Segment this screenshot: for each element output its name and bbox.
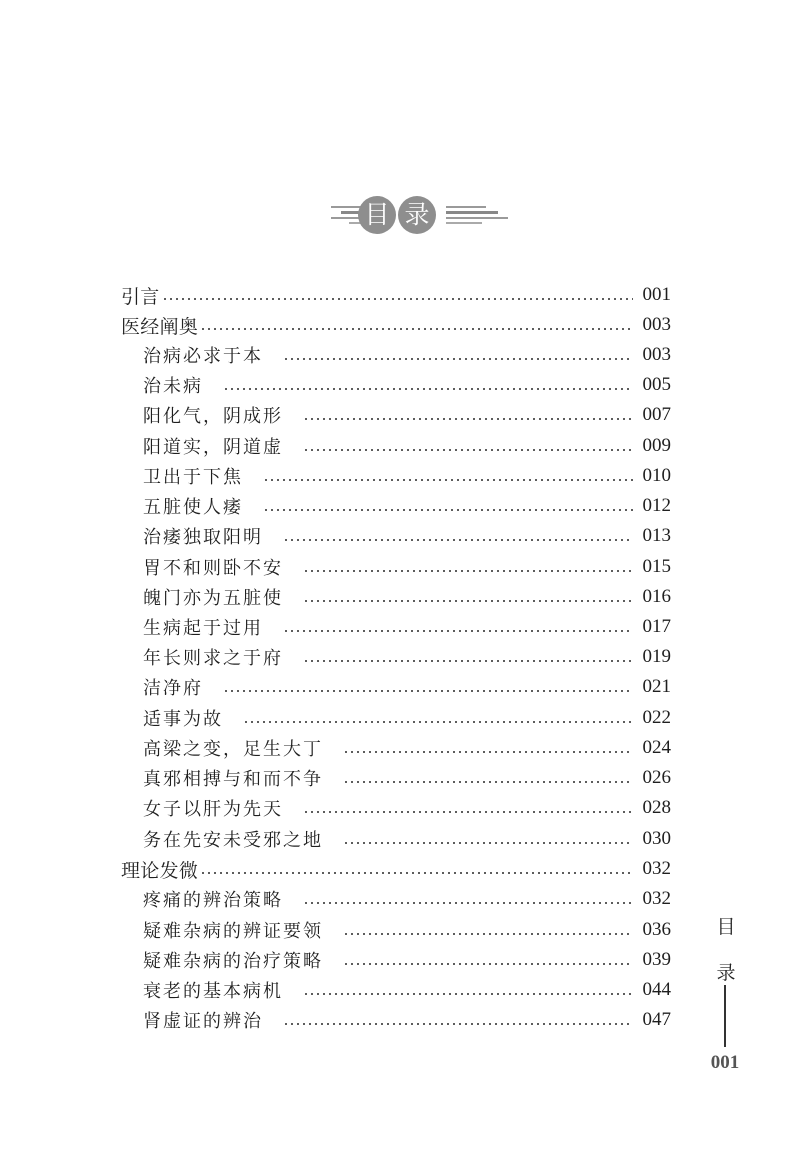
toc-entry-label: 女子以肝为先天 <box>143 799 283 820</box>
toc-entry-page: 001 <box>642 284 671 305</box>
toc-entry-label: 阳化气，阴成形 <box>143 406 283 427</box>
toc-entry-label: 真邪相搏与和而不争 <box>143 769 323 790</box>
toc-entry[interactable] <box>143 342 671 368</box>
toc-entry-page: 009 <box>642 435 671 456</box>
toc-entry-label: 治病必求于本 <box>143 346 263 367</box>
leader-dots <box>283 1023 633 1025</box>
toc-entry-page: 036 <box>642 919 671 940</box>
toc-entry-label: 疼痛的辨治策略 <box>143 890 283 911</box>
toc-entry-page: 044 <box>642 979 671 1000</box>
toc-entry[interactable] <box>121 856 671 882</box>
leader-dots <box>283 358 633 360</box>
toc-entry[interactable] <box>143 644 671 670</box>
leader-dots <box>303 811 633 813</box>
toc-entry-page: 024 <box>642 737 671 758</box>
leader-dots <box>283 630 633 632</box>
leader-dots <box>223 388 633 390</box>
heading-char-circle: 录 <box>398 196 436 234</box>
toc-entry-page: 017 <box>642 616 671 637</box>
toc-entry[interactable] <box>143 674 671 700</box>
toc-entry-label: 生病起于过用 <box>143 618 263 639</box>
leader-dots <box>303 993 633 995</box>
leader-dots <box>283 539 633 541</box>
page-number: 001 <box>710 1052 740 1073</box>
toc-entry[interactable] <box>143 886 671 912</box>
toc-entry-label: 医经阐奥 <box>121 315 199 338</box>
toc-entry[interactable] <box>121 312 671 338</box>
toc-entry-page: 047 <box>642 1009 671 1030</box>
toc-entry-label: 卫出于下焦 <box>143 467 243 488</box>
toc-entry-page: 032 <box>642 888 671 909</box>
leader-dots <box>343 963 633 965</box>
toc-entry[interactable] <box>143 584 671 610</box>
toc-entry-label: 疑难杂病的治疗策略 <box>143 951 323 972</box>
toc-entry-label: 引言 <box>121 285 160 308</box>
toc-entry[interactable] <box>143 917 671 943</box>
toc-entry[interactable] <box>143 705 671 731</box>
toc-entry-page: 030 <box>642 828 671 849</box>
toc-entry-label: 阳道实，阴道虚 <box>143 437 283 458</box>
toc-entry-label: 疑难杂病的辨证要领 <box>143 921 323 942</box>
toc-entry-label: 年长则求之于府 <box>143 648 283 669</box>
leader-dots <box>200 872 633 874</box>
toc-entry-label: 魄门亦为五脏使 <box>143 588 283 609</box>
leader-dots <box>343 781 633 783</box>
toc-entry-page: 028 <box>642 797 671 818</box>
toc-entry[interactable] <box>143 947 671 973</box>
toc-entry-page: 005 <box>642 374 671 395</box>
leader-dots <box>303 600 633 602</box>
toc-entry-page: 022 <box>642 707 671 728</box>
toc-entry-label: 高梁之变，足生大丁 <box>143 739 323 760</box>
leader-dots <box>343 842 633 844</box>
toc-entry-page: 013 <box>642 525 671 546</box>
toc-entry-label: 五脏使人痿 <box>143 497 243 518</box>
toc-entry-page: 010 <box>642 465 671 486</box>
toc-entry-label: 胃不和则卧不安 <box>143 558 283 579</box>
leader-dots <box>303 660 633 662</box>
leader-dots <box>343 751 633 753</box>
leader-dots <box>303 902 633 904</box>
side-tab-char: 录 <box>716 962 736 984</box>
toc-entry-page: 015 <box>642 556 671 577</box>
toc-entry-page: 032 <box>642 858 671 879</box>
toc-entry[interactable] <box>143 614 671 640</box>
leader-dots <box>200 328 633 330</box>
toc-entry-page: 016 <box>642 586 671 607</box>
leader-dots <box>263 479 633 481</box>
toc-entry-label: 治痿独取阳明 <box>143 527 263 548</box>
toc-entry[interactable] <box>143 372 671 398</box>
toc-entry-page: 019 <box>642 646 671 667</box>
toc-entry[interactable] <box>143 523 671 549</box>
toc-entry-page: 039 <box>642 949 671 970</box>
toc-entry[interactable] <box>143 765 671 791</box>
toc-entry[interactable] <box>143 402 671 428</box>
toc-entry-page: 003 <box>642 344 671 365</box>
toc-entry-page: 012 <box>642 495 671 516</box>
leader-dots <box>303 570 633 572</box>
toc-entry[interactable] <box>143 493 671 519</box>
toc-entry[interactable] <box>143 826 671 852</box>
leader-dots <box>303 418 633 420</box>
toc-entry-label: 肾虚证的辨治 <box>143 1011 263 1032</box>
toc-entry[interactable] <box>143 433 671 459</box>
leader-dots <box>162 298 633 300</box>
toc-entry[interactable] <box>143 795 671 821</box>
heading-char-circle: 目 <box>358 196 396 234</box>
toc-entry[interactable] <box>143 1007 671 1033</box>
toc-entry-page: 003 <box>642 314 671 335</box>
toc-entry-label: 务在先安未受邪之地 <box>143 830 323 851</box>
leader-dots <box>303 449 633 451</box>
toc-entry-label: 治未病 <box>143 376 203 397</box>
toc-entry-page: 007 <box>642 404 671 425</box>
toc-entry[interactable] <box>143 735 671 761</box>
toc-entry-label: 理论发微 <box>121 859 199 882</box>
toc-entry[interactable] <box>143 977 671 1003</box>
toc-entry-label: 洁净府 <box>143 678 203 699</box>
toc-entry[interactable] <box>143 463 671 489</box>
toc-entry-label: 衰老的基本病机 <box>143 981 283 1002</box>
toc-entry-page: 021 <box>642 676 671 697</box>
leader-dots <box>263 509 633 511</box>
leader-dots <box>223 690 633 692</box>
toc-entry[interactable] <box>143 554 671 580</box>
toc-entry-label: 适事为故 <box>143 709 223 730</box>
leader-dots <box>343 933 633 935</box>
toc-entry-page: 026 <box>642 767 671 788</box>
side-tab-char: 目 <box>716 916 736 938</box>
side-tab-rule <box>724 985 726 1047</box>
toc-entry[interactable] <box>121 282 671 308</box>
leader-dots <box>243 721 633 723</box>
